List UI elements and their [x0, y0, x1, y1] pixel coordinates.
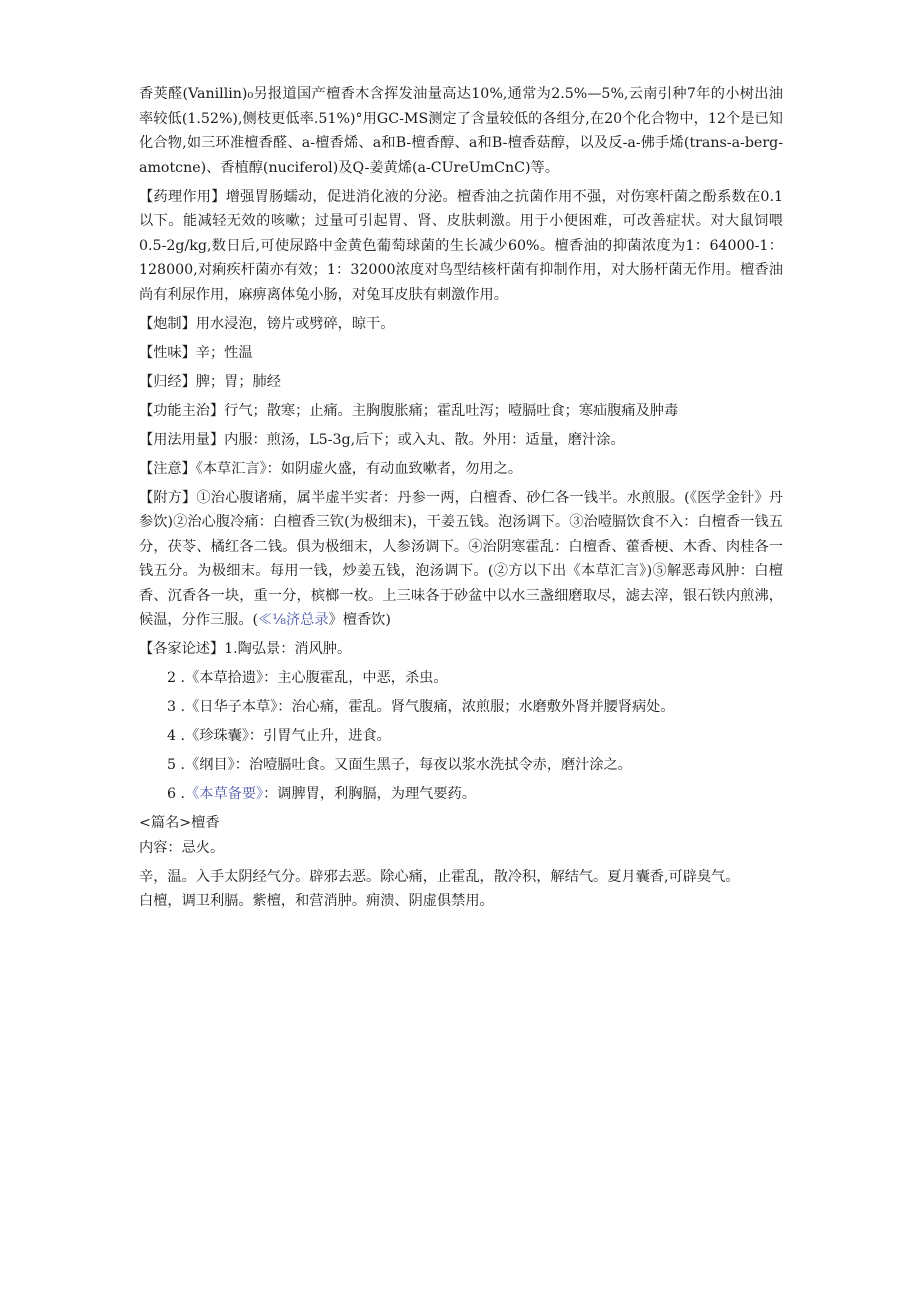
closing-line-1: 辛，温。入手太阴经气分。辟邪去恶。除心痛，止霍乱，散冷积，解结气。夏月囊香,可辟臭气。: [139, 868, 740, 885]
commentary-head: 【各家论述】1.陶弘景：消风肿。: [139, 641, 352, 657]
content-label: 内容：忌火。: [139, 839, 225, 856]
processing-line: 【炮制】用水浸泡，镑片或劈碎，晾干。: [139, 315, 395, 332]
item-number: 3: [167, 699, 177, 715]
commentary-item: 2 .《本草拾遗》：主心腹霍乱，中恶，杀虫。: [167, 670, 448, 686]
item-source: 《日华子本草》: [185, 699, 278, 715]
caution-line: 【注意】《本草汇言》：如阴虚火盛，有动血致嗽者，勿用之。: [139, 460, 523, 477]
formulas-source-link[interactable]: ≪⅛济总录: [258, 612, 329, 628]
item-number: 4: [167, 728, 177, 744]
commentary-item: 4 .《珍珠囊》：引胃气止升，进食。: [167, 728, 391, 744]
item-source: 《珍珠囊》: [185, 728, 249, 744]
item-source-link[interactable]: 《本草备要》: [185, 786, 264, 802]
commentary-item: 6 .《本草备要》：调脾胃，利胸膈，为理气要药。: [167, 786, 476, 802]
commentary-item: 3 .《日华子本草》：治心痛，霍乱。肾气腹痛，浓煎服；水磨敷外肾并腰肾病处。: [167, 699, 675, 715]
document-body: [139, 82, 783, 918]
item-number: 6: [167, 786, 177, 802]
pharmacology-paragraph: 【药理作用】增强胃肠蠕动，促进消化液的分泌。檀香油之抗菌作用不强，对伤寒杆菌之酚系数在0.1以下。能减轻无效的咳嗽；过量可引起胃、肾、皮肤刺激。用于小便困难，可改善症状。对大鼠饲喂0.5-2g/kg,数日后,可使尿路中金黄色葡萄球菌的生长减少60%。檀香油的抑菌浓度为1：64000-1：128000,对痢疾杆菌亦有效；1：32000浓度对鸟型结核杆菌有抑制作用，对大肠杆菌无作用。檀香油尚有利尿作用，麻痹离体兔小肠，对兔耳皮肤有刺激作用。: [139, 188, 783, 303]
meridian-line: 【归经】脾；胃；肺经: [139, 373, 281, 390]
item-text: ：治心痛，霍乱。肾气腹痛，浓煎服；水磨敷外肾并腰肾病处。: [277, 699, 675, 715]
item-text: ：调脾胃，利胸膈，为理气要药。: [263, 786, 476, 802]
chapter-title: <篇名>檀香: [139, 815, 220, 831]
intro-paragraph: 香荚醛(Vanillin)₀另报道国产檀香木含挥发油量高达10%,通常为2.5%—5%,云南引种7年的小树出油率较低(1.52%),侧枝更低率.51%)°用GC-MS测定了含量较低的各组分,在20个化合物中，12个是已知化合物,如三环准檀香醛、a-檀香烯、a和B-檀香醇、a和B-檀香菇醇，以及反-a-佛手烯(trans-a-berg-amotcne)、香植醇(nuciferol)及Q-姜黄烯(a-CUreUmCnC)等。: [139, 86, 783, 176]
commentary-item: 5 .《纲目》：治噎膈吐食。又面生黑子，每夜以浆水洗拭令赤，磨汁涂之。: [167, 757, 632, 773]
item-source: 《本草拾遗》: [185, 670, 264, 686]
item-text: ：主心腹霍乱，中恶，杀虫。: [263, 670, 448, 686]
closing-line-2: 白檀，调卫利膈。紫檀，和营消肿。痈溃、阴虚俱禁用。: [139, 893, 494, 909]
formulas-text: 【附方】①治心腹诸痛，属半虚半实者：丹参一两，白檀香、砂仁各一钱半。水煎服。(《医学金针》丹参饮)②治心腹冷痛：白檀香三钦(为极细末)，干姜五钱。泡汤调下。③治噎膈饮食不入：白檀香一钱五分，茯苓、橘红各二钱。俱为极细末，人参汤调下。④治阴寒霍乱：白檀香、藿香梗、木香、肉桂各一钱五分。为极细末。每用一钱，炒姜五钱，泡汤调下。(②方以下出《本草汇言》)⑤解恶毒风肿：白檀香、沉香各一块，重一分，槟榔一枚。上三味各于砂盆中以水三盏细磨取尽，滤去滓，银石铁内煎沸，候温，分作三服。(: [139, 489, 783, 628]
item-text: ：治噎膈吐食。又面生黑子，每夜以浆水洗拭令赤，磨汁涂之。: [234, 757, 632, 773]
item-number: 2: [167, 670, 177, 686]
item-number: 5: [167, 757, 177, 773]
nature-line: 【性味】辛；性温: [139, 344, 253, 361]
formulas-tail: 》檀香饮): [328, 612, 391, 628]
formulas-paragraph: [139, 486, 783, 633]
functions-line: 【功能主治】行气；散寒；止痛。主胸腹胀痛；霍乱吐泻；噎膈吐食；寒疝腹痛及肿毒: [139, 402, 679, 419]
usage-line: 【用法用量】内服：煎汤，L5-3g,后下；或入丸、散。外用：适量，磨汁涂。: [139, 431, 625, 448]
item-source: 《纲目》: [185, 757, 235, 773]
item-text: ：引胃气止升，进食。: [248, 728, 391, 744]
